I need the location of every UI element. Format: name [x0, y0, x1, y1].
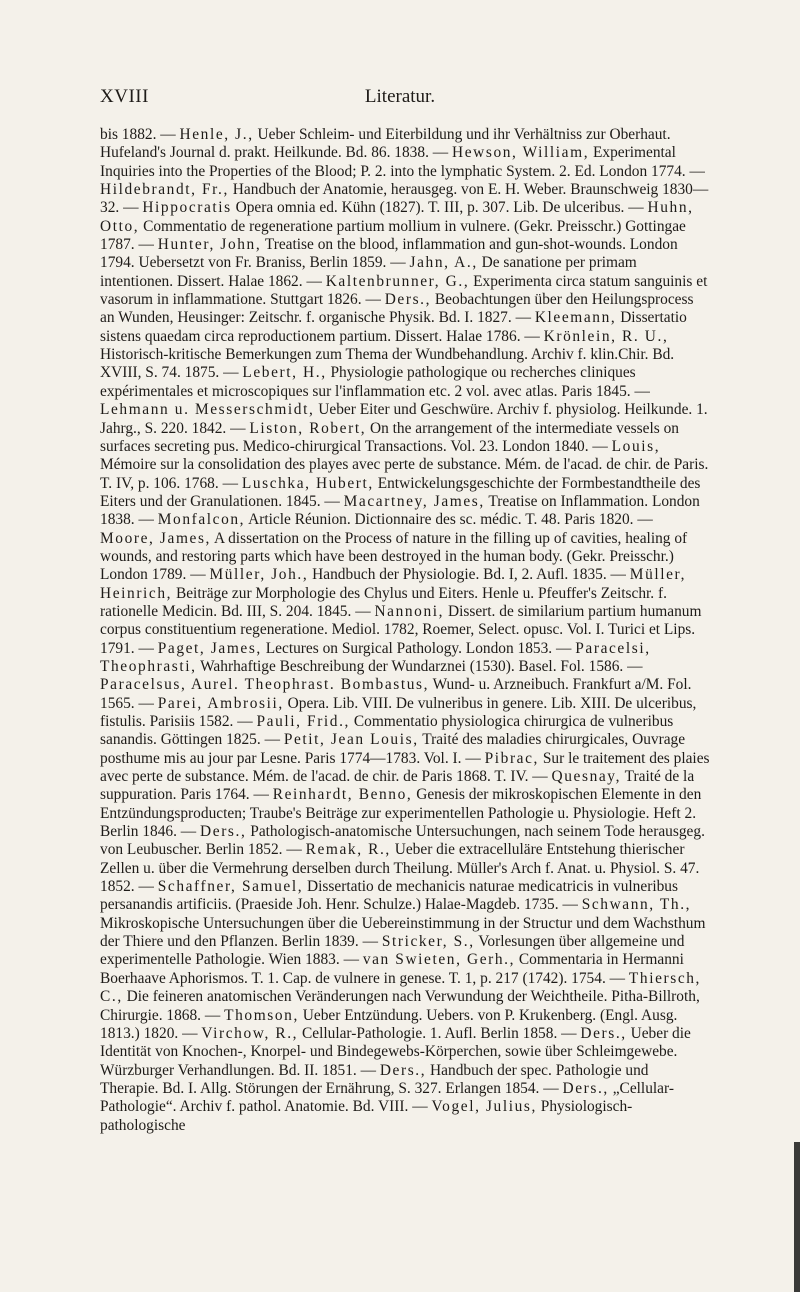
- entry-text: Beiträge zur Morphologie des Chylus und Eiters. Henle u. Pfeuffer's Zeitschr. f. rationelle Medicin. Bd. III, S. 204. 1845.: [100, 584, 667, 620]
- entry-author: Monfalcon,: [157, 511, 246, 529]
- entry-author: Müller, Heinrich,: [100, 566, 687, 602]
- entry-text: Dissert. de similarium partium humanum corpus constituentium regeneratione. Mediol. 1782, Roemer, Select. opusc. Vol. I. Turici et Lips. 1791.: [100, 602, 702, 657]
- entry-author: Pibrac,: [484, 749, 539, 767]
- bibliography-entry: [201, 1025, 580, 1042]
- entry-author: Ders.,: [200, 823, 247, 841]
- entry-author: Thomson,: [224, 1006, 299, 1024]
- entry-author: Hippocratis: [142, 199, 232, 217]
- entry-author: Kaltenbrunner, G.,: [325, 272, 470, 290]
- entry-text: Traité des maladies chirurgicales, Ouvrage posthume mis au jour par Lesne. Paris 1774—1783. Vol. I.: [100, 731, 686, 767]
- entry-author: Moore, James,: [100, 529, 211, 547]
- entry-author: Ders.,: [562, 1079, 609, 1097]
- entry-author: Lebert, H.,: [242, 364, 327, 382]
- entry-text: Beobachtungen über den Heilungsprocess an Wunden, Heusinger: Zeitschr. f. organische Physik. Bd. I. 1827.: [100, 291, 694, 327]
- entry-text: Experimental Inquiries into the Properties of the Blood; P. 2. into the lymphatic System. 2. Ed. London 1774.: [100, 144, 686, 180]
- entry-text: Handbuch der spec. Pathologie und Therapie. Bd. I. Allg. Störungen der Ernährung, S. 327. Erlangen 1854.: [100, 1061, 649, 1097]
- entry-text: Lectures on Surgical Pathology. London 1853.: [265, 639, 553, 657]
- entry-text: „Cellular-Pathologie“. Archiv f. pathol. Anatomie. Bd. VIII.: [100, 1079, 674, 1116]
- entry-text: Mémoire sur la consolidation des playes avec perte de substance. Mém. de l'acad. de chir. de Paris. T. IV, p. 106. 1768.: [100, 456, 709, 492]
- entry-text: De sanatione per primam intentionen. Dissert. Halae 1862.: [100, 254, 637, 290]
- entry-text: Commentaria in Hermanni Boerhaave Aphorismos. T. 1. Cap. de vulnere in genese. T. 1, p. 217 (1742). 1754.: [100, 951, 684, 987]
- entry-text: Wahrhaftige Beschreibung der Wundarznei (1530). Basel. Fol. 1586.: [200, 657, 624, 675]
- entry-author: Jahn, A.,: [409, 254, 478, 272]
- entry-text: A dissertation on the Process of nature in the filling up of cavities, healing of wounds, and restoring parts which have been destroyed in the human body. (Gekr. Preisschr.) London 1789.: [100, 529, 688, 584]
- entry-author: Paget, James,: [157, 639, 262, 657]
- entry-text: Traité de la suppuration. Paris 1764.: [100, 768, 695, 804]
- entry-text: On the arrangement of the intermediate vessels on surfaces secreting pus. Medico-chirurgical Transactions. Vol. 23. London 1840.: [100, 419, 679, 455]
- page-header: [100, 86, 700, 112]
- entry-text: Pathologisch-anatomische Untersuchungen, nach seinem Tode herausgeg. von Leubuscher. Berlin 1852.: [100, 823, 705, 859]
- entry-author: Henle, J.,: [179, 126, 254, 143]
- entry-text: Sur le traitement des plaies avec perte de substance. Mém. de l'acad. de chir. de Paris 1868. T. IV.: [100, 749, 710, 786]
- entry-text: Opera. Lib. VIII. De vulneribus in genere. Lib. XIII. De ulceribus, fistulis. Parisiis 1582.: [100, 694, 697, 730]
- entry-author: Vogel, Julius,: [431, 1098, 537, 1116]
- entry-author: Lehmann u. Messerschmidt,: [100, 401, 315, 419]
- bibliography-entries: [100, 126, 710, 1134]
- entry-text: Treatise on the blood, inflammation and gun-shot-wounds. London 1794. Uebersetzt von Fr. Braniss, Berlin 1859.: [100, 236, 678, 272]
- entry-author: Schwann, Th.,: [581, 896, 692, 914]
- entry-text: Commentatio physiologica chirurgica de vulneribus sanandis. Göttingen 1825.: [100, 713, 674, 749]
- entry-text: Ueber Eiter und Geschwüre. Archiv f. physiolog. Heilkunde. 1. Jahrg., S. 220. 1842.: [100, 401, 708, 437]
- entry-author: Paracelsus, Aurel. Theophrast. Bombastus,: [100, 676, 430, 694]
- entry-author: Hunter, John,: [157, 236, 262, 254]
- entry-author: Parei, Ambrosii,: [157, 694, 284, 712]
- entry-author: Paracelsi, Theophrasti,: [100, 639, 651, 675]
- entry-author: Quesnay,: [551, 768, 622, 786]
- entry-author: Virchow, R.,: [201, 1024, 299, 1042]
- entry-text: Handbuch der Anatomie, herausgeg. von E. H. Weber. Braunschweig 1830—32.: [100, 181, 709, 217]
- page-edge-shadow: [794, 1142, 800, 1292]
- entry-text: Die feineren anatomischen Veränderungen nach Verwundung der Weichtheile. Pitha-Billroth, Chirurgie. 1868.: [100, 988, 700, 1024]
- entry-author: Macartney, James,: [343, 492, 485, 510]
- entry-author: Pauli, Frid.,: [256, 713, 350, 730]
- bibliography-entry: [209, 566, 629, 583]
- entry-text: Ueber die Identität von Knochen-, Knorpel- und Bindegewebs-Körperchen, sowie über Schleimgewebe. Würzburger Verhandlungen. Bd. II. 1851.: [100, 1024, 691, 1079]
- entry-author: Stricker, S.,: [381, 933, 475, 951]
- entry-text: Ueber Entzündung. Uebers. von P. Krukenberg. (Engl. Ausg. 1813.) 1820.: [100, 1006, 678, 1042]
- entry-text: Ueber die extracelluläre Entstehung thierischer Zellen u. über die Vermehrung derselben durch Theilung. Müller's Arch f. Anat. u. Physiol. S. 47. 1852.: [100, 841, 700, 896]
- entry-author: Schaffner, Samuel,: [157, 878, 304, 896]
- entry-author: Müller, Joh.,: [209, 566, 309, 584]
- entry-text: Historisch-kritische Bemerkungen zum Thema der Wundbehandlung. Archiv f. klin.Chir. Bd. XVIII, S. 74. 1875.: [100, 346, 675, 382]
- entry-text: Commentatio de regeneratione partium mollium in vulnere. (Gekr. Preisschr.) Gottingae 1787.: [100, 217, 686, 254]
- entry-text: Experimenta circa statum sanguinis et vasorum in inflammatione. Stuttgart 1826.: [100, 272, 708, 309]
- entry-author: Reinhardt, Benno,: [272, 786, 413, 804]
- entry-author: Remak, R.,: [305, 841, 391, 859]
- entry-text: Physiologisch-pathologische: [100, 1098, 633, 1134]
- entry-author: Kleemann,: [534, 309, 617, 327]
- entry-author: Nannoni,: [374, 602, 445, 620]
- entry-text: Treatise on Inflammation. London 1838.: [100, 492, 700, 529]
- entry-text: Dissertatio de mechanicis naturae medicatricis in vulneribus persanandis artificiis. (Praeside Joh. Henr. Schulze.) Halae-Magdeb. 1735.: [100, 878, 678, 914]
- entry-text: Genesis der mikroskopischen Elemente in den Entzündungsproducten; Traube's Beiträge zur experimentellen Pathologie u. Physiologie. Heft 2. Berlin 1846.: [100, 786, 702, 841]
- entry-text: Ueber Schleim- und Eiterbildung und ihr Verhältniss zur Oberhaut. Hufeland's Journal d. prakt. Heilkunde. Bd. 86. 1838.: [100, 126, 671, 162]
- entry-text: Physiologie pathologique ou recherches cliniques expérimentales et microscopiques sur l'inflammation etc. 2 vol. avec atlas. Paris 1845.: [100, 364, 636, 400]
- entry-text: Opera omnia ed. Kühn (1827). T. III, p. 307. Lib. De ulceribus.: [235, 199, 625, 217]
- entry-text: Entwickelungsgeschichte der Formbestandtheile des Eiters und der Granulationen. 1845.: [100, 474, 701, 510]
- entry-text: Wund- u. Arzneibuch. Frankfurt a/M. Fol. 1565.: [100, 676, 692, 712]
- entry-author: Hildebrandt, Fr.,: [100, 181, 229, 199]
- bibliography-entry: [158, 640, 576, 657]
- entry-author: Liston, Robert,: [249, 419, 367, 437]
- entry-author: Ders.,: [384, 291, 432, 309]
- entry-author: van Swieten, Gerh.,: [362, 951, 516, 969]
- entry-author: Huhn, Otto,: [100, 199, 694, 235]
- entry-text: Article Réunion. Dictionnaire des sc. médic. T. 48. Paris 1820.: [248, 511, 634, 529]
- entry-author: Luschka, Hubert,: [241, 474, 374, 492]
- entry-author: Louis,: [611, 437, 661, 455]
- bibliography-entry: [158, 511, 653, 528]
- entry-text: Mikroskopische Untersuchungen über die Uebereinstimmung in der Structur und dem Wachsthum der Thiere und den Pflanzen. Berlin 1839.: [100, 914, 706, 951]
- entry-author: Ders.,: [580, 1024, 627, 1042]
- entry-text: Dissertatio sistens quaedam circa reproductionem partium. Dissert. Halae 1786.: [100, 309, 687, 345]
- running-head: Literatur.: [364, 86, 436, 107]
- entry-author: Krönlein, R. U.,: [543, 327, 669, 345]
- bibliography: bis 1882. — Henle, J., Ueber Schleim- und Eiterbildung und ihr Verhältniss zur Oberhaut. Hufeland's Journal d. prakt. Heilkunde. Bd. 86. 1838. — Hewson, William, Experimental Inquiries into the Properties of the Blood; P. 2. into the lymphatic System. 2. Ed. London 1774. — Hildebrandt, Fr., Handbuch der Anatomie, herausgeg. von E. H. Weber. Braunschweig 1830—32. — Hippocratis Opera omnia ed. Kühn (1827). T. III, p. 307. Lib. De ulceribus. — Huhn, Otto, Commentatio de regeneratione partium mollium in vulnere. (Gekr. Preisschr.) Gottingae 1787. — Hunter, John, Treatise on the blood, inflammation and gun-shot-wounds. London 1794. Uebersetzt von Fr. Braniss, Berlin 1859. — Jahn, A., De sanatione per primam intentionen. Dissert. Halae 1862. — Kaltenbrunner, G., Experimenta circa statum sanguinis et vasorum in inflammatione. Stuttgart 1826. — Ders., Beobachtungen über den Heilungsprocess an Wunden, Heusinger: Zeitschr. f. organische Physik. Bd. I. 1827. — Kleemann, Dissertatio sistens quaedam circa reproductionem partium. Dissert. Halae 1786. — Krönlein, R. U., Historisch-kritische Bemerkungen zum Thema der Wundbehandlung. Archiv f. klin.Chir. Bd. XVIII, S. 74. 1875. — Lebert, H., Physiologie pathologique ou recherches cliniques expérimentales et microscopiques sur l'inflammation etc. 2 vol. avec atlas. Paris 1845. — Lehmann u. Messerschmidt, Ueber Eiter und Geschwüre. Archiv f. physiolog. Heilkunde. 1. Jahrg., S. 220. 1842. — Liston, Robert, On the arrangement of the intermediate vessels on surfaces secreting pus. Medico-chirurgical Transactions. Vol. 23. London 1840. — Louis, Mémoire sur la consolidation des playes avec perte de substance. Mém. de l'acad. de chir. de Paris. T. IV, p. 106. 1768. — Luschka, Hubert, Entwickelungsgeschichte der Formbestandtheile des Eiters und der Granulationen. 1845. — Macartney, James, Treatise on Inflammation. London 1838. — Monfalcon, Article Réunion. Dictionnaire des sc. médic. T. 48. Paris 1820. — Moore, James, A dissertation on the Process of nature in the filling up of cavities, healing of wounds, and restoring parts which have been destroyed in the human body. (Gekr. Preisschr.) London 1789. — Müller, Joh., Handbuch der Physiologie. Bd. I, 2. Aufl. 1835. — Müller, Heinrich, Beiträge zur Morphologie des Chylus und Eiters. Henle u. Pfeuffer's Zeitschr. f. rationelle Medicin. Bd. III, S. 204. 1845. — Nannoni, Dissert. de similarium partium humanum corpus constituentium regeneratione. Mediol. 1782, Roemer, Select. opusc. Vol. I. Turici et Lips. 1791. — Paget, James, Lectures on Surgical Pathology. London 1853. — Paracelsi, Theophrasti, Wahrhaftige Beschreibung der Wundarznei (1530). Basel. Fol. 1586. — Paracelsus, Aurel. Theophrast. Bombastus, Wund- u. Arzneibuch. Frankfurt a/M. Fol. 1565. — Parei, Ambrosii, Opera. Lib. VIII. De vulneribus in genere. Lib. XIII. De ulceribus, fistulis. Parisiis 1582. — Pauli, Frid., Commentatio physiologica chirurgica de vulneribus sanandis. Göttingen 1825. — Petit, Jean Louis, Traité des maladies chirurgicales, Ouvrage posthume mis au jour par Lesne. Paris 1774—1783. Vol. I. — Pibrac, Sur le traitement des plaies avec perte de substance. Mém. de l'acad. de chir. de Paris 1868. T. IV. — Quesnay, Traité de la suppuration. Paris 1764. — Reinhardt, Benno, Genesis der mikroskopischen Elemente in den Entzündungsproducten; Traube's Beiträge zur experimentellen Pathologie u. Physiologie. Heft 2. Berlin 1846. — Ders., Pathologisch-anatomische Untersuchungen, nach seinem Tode herausgeg. von Leubuscher. Berlin 1852. — Remak, R., Ueber die extracelluläre Entstehung thierischer Zellen u. über die Vermehrung derselben durch Theilung. Müller's Arch f. Anat. u. Physiol. S. 47. 1852. — Schaffner, Samuel, Dissertatio de mechanicis naturae medicatricis in vulneribus persanandis artificiis. (Praeside Joh. Henr. Schulze.) Halae-Magdeb. 1735. — Schwann, Th., Mikroskopische Untersuchungen über die Uebereinstimmung in der Structur und dem Wachsthum der Thiere und den Pflanzen. Berlin 1839. — Stricker, S., Vorlesungen über allgemeine und experimentelle Pathologie. Wien 1883. — van Swieten, Gerh., Commentaria in Hermanni Boerhaave Aphorismos. T. 1. Cap. de vulnere in genese. T. 1, p. 217 (1742). 1754. — Thiersch, C., Die feineren anatomischen Veränderungen nach Verwundung der Weichtheile. Pitha-Billroth, Chirurgie. 1868. — Thomson, Ueber Entzündung. Uebers. von P. Krukenberg. (Engl. Ausg. 1813.) 1820. — Virchow, R., Cellular-Pathologie. 1. Aufl. Berlin 1858. — Ders., Ueber die Identität von Knochen-, Knorpel- und Bindegewebs-Körperchen, sowie über Schleimgewebe. Würzburger Verhandlungen. Bd. II. 1851. — Ders., Handbuch der spec. Pathologie und Therapie. Bd. I. Allg. Störungen der Ernährung, S. 327. Erlangen 1854. — Ders., „Cellular-Pathologie“. Archiv f. pathol. Anatomie. Bd. VIII. — Vogel, Julius, Physiologisch-pathologische: [100, 126, 710, 1135]
- entry-text: Handbuch der Physiologie. Bd. I, 2. Aufl. 1835.: [312, 566, 607, 584]
- entry-author: Ders.,: [379, 1061, 427, 1079]
- bibliography-opening: bis 1882.: [100, 126, 157, 143]
- entry-text: Cellular-Pathologie. 1. Aufl. Berlin 1858.: [301, 1024, 558, 1042]
- page-number: XVIII: [100, 86, 149, 107]
- entry-author: Petit, Jean Louis,: [283, 731, 419, 749]
- bibliography-entry: [142, 199, 647, 216]
- entry-text: Vorlesungen über allgemeine und experimentelle Pathologie. Wien 1883.: [100, 933, 685, 969]
- entry-author: Thiersch, C.,: [100, 969, 701, 1006]
- entry-author: Hewson, William,: [452, 144, 590, 162]
